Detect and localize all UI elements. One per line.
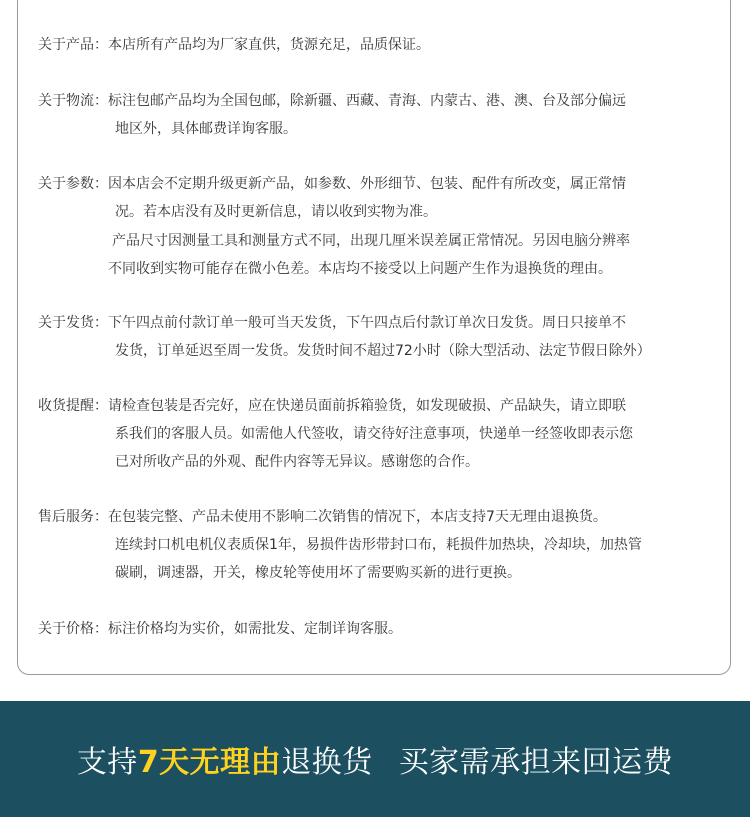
section-line: 系我们的客服人员。如需他人代签收，请交待好注意事项，快递单一经签收即表示您 <box>115 426 633 442</box>
section-params <box>38 169 626 199</box>
section-label: 收货提醒： <box>38 398 108 414</box>
section-line: 下午四点前付款订单一般可当天发货，下午四点后付款订单次日发货。周日只接单不 <box>108 315 626 331</box>
banner-middle: 退换货 <box>281 745 373 780</box>
return-policy-banner <box>0 701 750 817</box>
section-price <box>38 614 402 644</box>
section-label: 关于物流： <box>38 93 108 109</box>
section-line: 因本店会不定期升级更新产品，如参数、外形细节、包装、配件有所改变，属正常情 <box>108 176 626 192</box>
section-line: 况。若本店没有及时更新信息，请以收到实物为准。 <box>115 204 437 220</box>
section-aftersales <box>38 502 607 532</box>
section-label: 售后服务： <box>38 509 108 525</box>
section-product <box>38 30 430 60</box>
section-line: 本店所有产品均为厂家直供，货源充足，品质保证。 <box>108 37 430 53</box>
section-line: 连续封口机电机仪表质保1年，易损件齿形带封口布，耗损件加热块，冷却块，加热管 <box>115 537 642 553</box>
section-shipping <box>38 308 626 338</box>
section-line: 标注价格均为实价，如需批发、定制详询客服。 <box>108 621 402 637</box>
section-label: 关于参数： <box>38 176 108 192</box>
banner-prefix: 支持 <box>76 745 138 780</box>
section-line: 碳刷，调速器，开关，橡皮轮等使用坏了需要购买新的进行更换。 <box>115 565 521 581</box>
banner-suffix: 买家需承担来回运费 <box>398 745 674 780</box>
section-line: 已对所收产品的外观、配件内容等无异议。感谢您的合作。 <box>115 454 479 470</box>
section-line: 在包装完整、产品未使用不影响二次销售的情况下，本店支持7天无理由退换货。 <box>108 509 607 525</box>
section-logistics <box>38 86 626 116</box>
section-line: 发货，订单延迟至周一发货。发货时间不超过72小时（除大型活动、法定节假日除外） <box>115 343 651 359</box>
section-line: 标注包邮产品均为全国包邮，除新疆、西藏、青海、内蒙古、港、澳、台及部分偏远 <box>108 93 626 109</box>
section-line: 产品尺寸因测量工具和测量方式不同，出现几厘米误差属正常情况。另因电脑分辨率 <box>112 233 630 249</box>
section-label: 关于发货： <box>38 315 108 331</box>
section-label: 关于产品： <box>38 37 108 53</box>
section-line: 请检查包装是否完好，应在快递员面前拆箱验货，如发现破损、产品缺失，请立即联 <box>108 398 626 414</box>
section-receipt <box>38 391 626 421</box>
banner-text <box>77 737 673 781</box>
section-line: 地区外，具体邮费详询客服。 <box>115 121 297 137</box>
section-label: 关于价格： <box>38 621 108 637</box>
banner-highlight: 7天无理由 <box>137 745 282 780</box>
section-line: 不同收到实物可能存在微小色差。本店均不接受以上问题产生作为退换货的理由。 <box>108 261 612 277</box>
